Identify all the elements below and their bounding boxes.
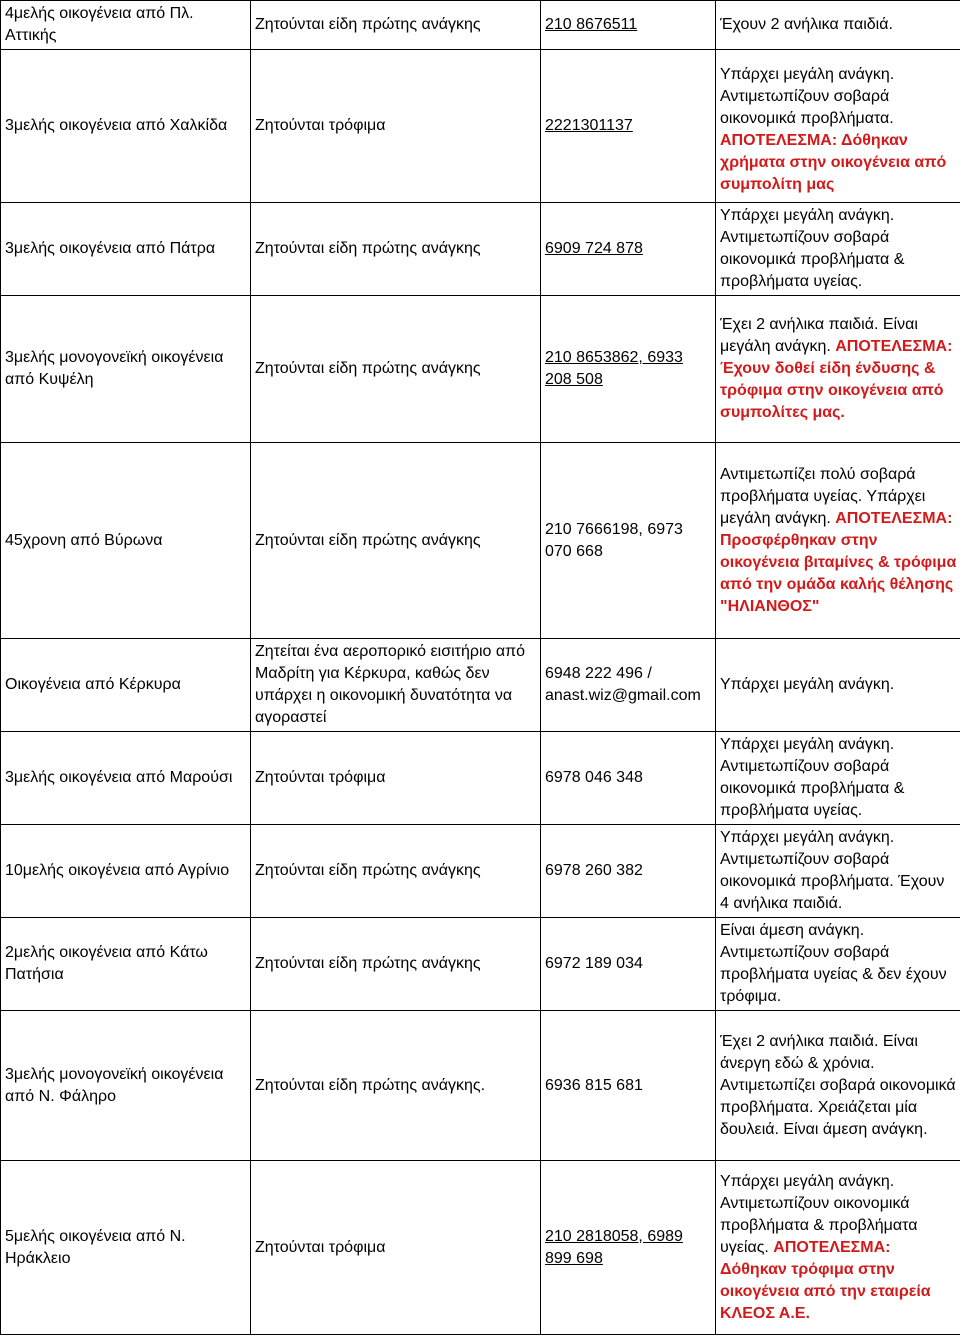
note-cell [716, 1161, 960, 1335]
note-cell [716, 50, 960, 203]
family-cell: Οικογένεια από Κέρκυρα [1, 639, 251, 732]
phone-number: 210 8653862, 6933 208 508 [545, 349, 683, 388]
phone-number: 6972 189 034 [545, 955, 643, 972]
family-cell: 3μελής οικογένεια από Μαρούσι [1, 732, 251, 825]
note-cell [716, 825, 960, 918]
phone-cell [541, 1, 716, 50]
phone-cell [541, 1161, 716, 1335]
need-cell: Ζητούνται τρόφιμα [251, 50, 541, 203]
table-row [1, 918, 960, 1011]
note-cell [716, 1011, 960, 1161]
note-text: Έχει 2 ανήλικα παιδιά. Είναι μεγάλη ανάγκη. [720, 316, 918, 355]
phone-number: 2221301137 [545, 117, 633, 134]
phone-number: 6978 260 382 [545, 862, 643, 879]
phone-cell [541, 203, 716, 296]
note-text: Υπάρχει μεγάλη ανάγκη. Αντιμετωπίζουν σοβαρά οικονομικά προβλήματα. Έχουν 4 ανήλικα παιδιά. [720, 829, 944, 912]
need-cell: Ζητούνται είδη πρώτης ανάγκης [251, 1, 541, 50]
need-cell: Ζητούνται είδη πρώτης ανάγκης [251, 443, 541, 639]
note-text: Υπάρχει μεγάλη ανάγκη. Αντιμετωπίζουν οικονομικά προβλήματα & προβλήματα υγείας. [720, 1173, 917, 1256]
result-text: ΑΠΟΤΕΛΕΣΜΑ: Έχουν δοθεί είδη ένδυσης & τρόφιμα στην οικογένεια από συμπολίτες μας. [720, 338, 952, 421]
family-cell: 2μελής οικογένεια από Κάτω Πατήσια [1, 918, 251, 1011]
need-cell: Ζητείται ένα αεροπορικό εισιτήριο από Μαδρίτη για Κέρκυρα, καθώς δεν υπάρχει η οικονομική δυνατότητα να αγοραστεί [251, 639, 541, 732]
phone-cell [541, 732, 716, 825]
note-cell [716, 639, 960, 732]
note-text: Είναι άμεση ανάγκη. Αντιμετωπίζουν σοβαρά προβλήματα υγείας & δεν έχουν τρόφιμα. [720, 922, 947, 1005]
phone-number: 6948 222 496 / anast.wiz@gmail.com [545, 665, 701, 704]
need-cell: Ζητούνται τρόφιμα [251, 732, 541, 825]
need-cell: Ζητούνται είδη πρώτης ανάγκης. [251, 1011, 541, 1161]
family-cell: 4μελής οικογένεια από Πλ. Αττικής [1, 1, 251, 50]
note-text: Υπάρχει μεγάλη ανάγκη. Αντιμετωπίζουν σοβαρά οικονομικά προβλήματα. [720, 66, 894, 127]
phone-number: 210 2818058, 6989 899 698 [545, 1228, 683, 1267]
phone-cell [541, 50, 716, 203]
note-text: Υπάρχει μεγάλη ανάγκη. Αντιμετωπίζουν σοβαρά οικονομικά προβλήματα & προβλήματα υγείας. [720, 736, 904, 819]
family-cell: 3μελής μονογονεϊκή οικογένεια από Ν. Φάληρο [1, 1011, 251, 1161]
result-text: ΑΠΟΤΕΛΕΣΜΑ: Προσφέρθηκαν στην οικογένεια βιταμίνες & τρόφιμα από την ομάδα καλής θέλησης "ΗΛΙΑΝΘΟΣ" [720, 510, 956, 615]
note-cell [716, 203, 960, 296]
phone-number: 6909 724 878 [545, 240, 643, 257]
table-row [1, 1011, 960, 1161]
note-cell [716, 732, 960, 825]
table-row [1, 1, 960, 50]
phone-number: 210 7666198, 6973 070 668 [545, 521, 683, 560]
note-cell [716, 918, 960, 1011]
note-text: Αντιμετωπίζει πολύ σοβαρά προβλήματα υγείας. Υπάρχει μεγάλη ανάγκη. [720, 466, 925, 527]
table-row [1, 825, 960, 918]
phone-number: 6936 815 681 [545, 1077, 643, 1094]
need-cell: Ζητούνται είδη πρώτης ανάγκης [251, 825, 541, 918]
table-row [1, 203, 960, 296]
phone-number: 6978 046 348 [545, 769, 643, 786]
need-cell: Ζητούνται είδη πρώτης ανάγκης [251, 203, 541, 296]
family-cell: 3μελής μονογονεϊκή οικογένεια από Κυψέλη [1, 296, 251, 443]
table-row [1, 296, 960, 443]
table-row [1, 443, 960, 639]
family-cell: 3μελής οικογένεια από Χαλκίδα [1, 50, 251, 203]
phone-cell [541, 296, 716, 443]
table-row [1, 1161, 960, 1335]
note-text: Υπάρχει μεγάλη ανάγκη. Αντιμετωπίζουν σοβαρά οικονομικά προβλήματα & προβλήματα υγείας. [720, 207, 904, 290]
family-cell: 10μελής οικογένεια από Αγρίνιο [1, 825, 251, 918]
need-cell: Ζητούνται είδη πρώτης ανάγκης [251, 918, 541, 1011]
note-cell [716, 443, 960, 639]
phone-cell [541, 443, 716, 639]
table-row [1, 50, 960, 203]
phone-cell [541, 639, 716, 732]
note-text: Έχει 2 ανήλικα παιδιά. Είναι άνεργη εδώ & χρόνια. Αντιμετωπίζει σοβαρά οικονομικά προβλήματα. Χρειάζεται μία δουλειά. Είναι άμεση ανάγκη. [720, 1033, 956, 1138]
result-text: ΑΠΟΤΕΛΕΣΜΑ: Δόθηκαν τρόφιμα στην οικογένεια από την εταιρεία ΚΛΕΟΣ Α.Ε. [720, 1239, 931, 1322]
note-text: Έχουν 2 ανήλικα παιδιά. [720, 16, 893, 33]
family-cell: 45χρονη από Βύρωνα [1, 443, 251, 639]
family-cell: 3μελής οικογένεια από Πάτρα [1, 203, 251, 296]
note-text: Υπάρχει μεγάλη ανάγκη. [720, 676, 894, 693]
note-cell [716, 1, 960, 50]
table-row [1, 639, 960, 732]
phone-cell [541, 825, 716, 918]
phone-number: 210 8676511 [545, 16, 637, 33]
note-cell [716, 296, 960, 443]
phone-cell [541, 1011, 716, 1161]
need-cell: Ζητούνται τρόφιμα [251, 1161, 541, 1335]
table-row [1, 732, 960, 825]
need-cell: Ζητούνται είδη πρώτης ανάγκης [251, 296, 541, 443]
phone-cell [541, 918, 716, 1011]
result-text: ΑΠΟΤΕΛΕΣΜΑ: Δόθηκαν χρήματα στην οικογένεια από συμπολίτη μας [720, 132, 946, 193]
family-cell: 5μελής οικογένεια από Ν. Ηράκλειο [1, 1161, 251, 1335]
